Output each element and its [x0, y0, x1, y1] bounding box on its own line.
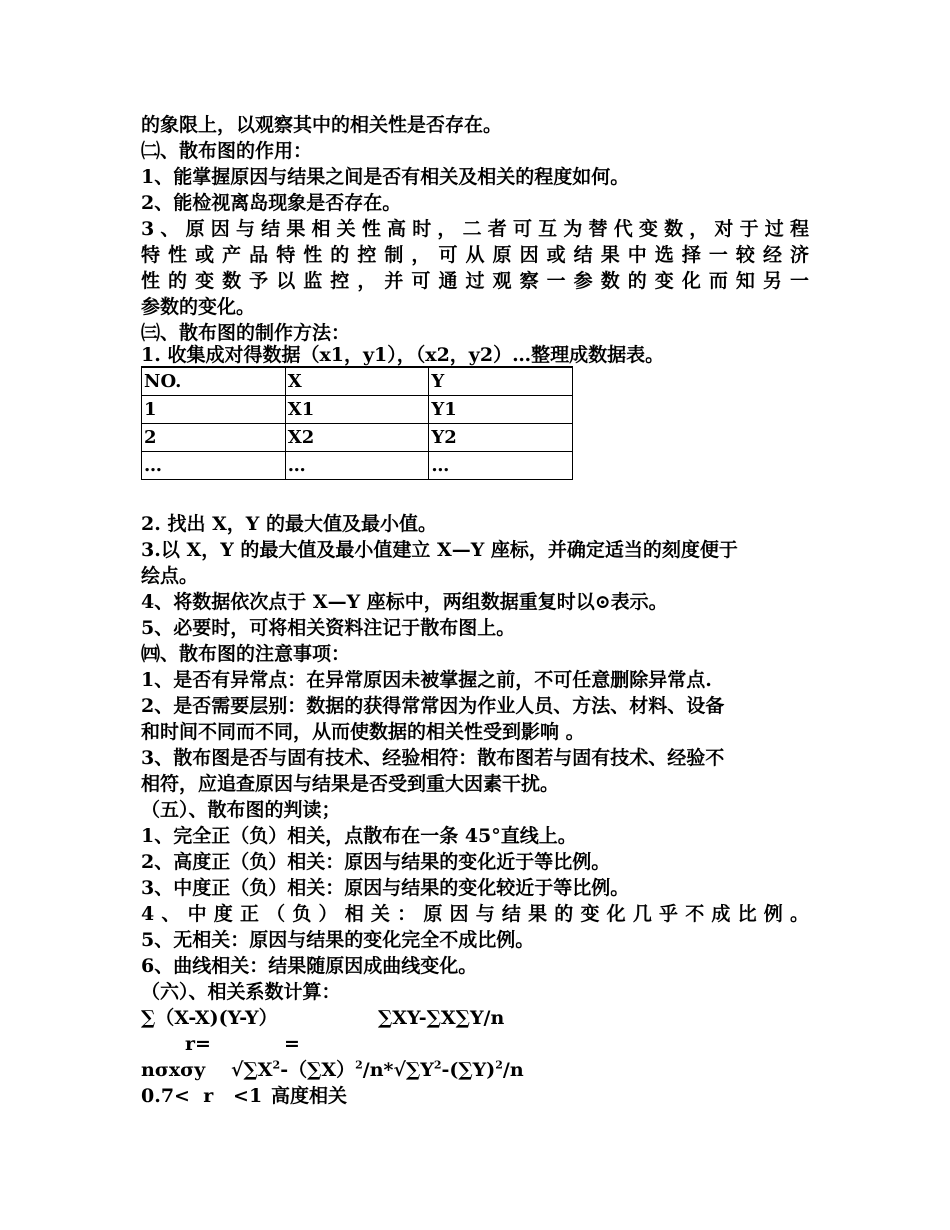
text-line: 绘点。: [141, 565, 199, 587]
table-cell: Y2: [429, 424, 573, 452]
text-line: 4、中度正（负）相关：原因与结果的变化几乎不成比例。: [141, 903, 809, 925]
table-cell: X2: [285, 424, 429, 452]
text-line: 3.以 X，Y 的最大值及最小值建立 X—Y 座标，并确定适当的刻度便于: [141, 539, 738, 561]
table-cell: NO.: [142, 367, 286, 396]
formula-denominator-left: nσxσy: [141, 1059, 206, 1081]
superscript: 2: [355, 1058, 363, 1072]
formula-numerator-right: ∑XY-∑X∑Y/n: [378, 1007, 505, 1029]
text-line: 2、能检视离岛现象是否存在。: [141, 192, 402, 214]
table-cell: 1: [142, 396, 286, 424]
formula-numerator-left: ∑（X-X)(Y-Y）: [141, 1007, 278, 1029]
table-cell: Y1: [429, 396, 573, 424]
text-line: 和时间不同而不同，从而使数据的相关性受到影响 。: [141, 721, 585, 743]
section-heading-6: （六）、相关系数计算：: [141, 981, 341, 1003]
section-heading-4: ㈣、散布图的注意事项：: [141, 643, 351, 665]
denom-part: √∑X: [231, 1059, 273, 1081]
text-line: 6、曲线相关：结果随原因成曲线变化。: [141, 955, 478, 977]
text-line: 3、中度正（负）相关：原因与结果的变化较近于等比例。: [141, 877, 630, 899]
text-line: 特性或产品特性的控制，可从原因或结果中选择一较经济: [141, 244, 809, 266]
table-header-row: [142, 367, 573, 396]
table-row: [142, 452, 573, 480]
text-line: 5、必要时，可将相关资料注记于散布图上。: [141, 617, 516, 639]
text-line: 3、散布图是否与固有技术、经验相符：散布图若与固有技术、经验不: [141, 747, 725, 769]
table-row: [142, 396, 573, 424]
table-cell: …: [285, 452, 429, 480]
table-cell: 2: [142, 424, 286, 452]
section-heading-2: ㈡、散布图的作用：: [141, 140, 313, 162]
text-line: 1、完全正（负）相关，点散布在一条 45°直线上。: [141, 825, 577, 847]
text-line: 1. 收集成对得数据（x1，y1），（x2，y2）…整理成数据表。: [141, 344, 665, 366]
text-line: 相符，应追查原因与结果是否受到重大因素干扰。: [141, 773, 560, 795]
text-line: 2、高度正（负）相关：原因与结果的变化近于等比例。: [141, 851, 611, 873]
formula-equals: =: [284, 1033, 300, 1055]
denom-part: -（∑X）: [280, 1059, 356, 1081]
superscript: 2: [433, 1058, 442, 1072]
text-line: 2、是否需要层别：数据的获得常常因为作业人员、方法、材料、设备: [141, 695, 725, 717]
table-cell: Y: [429, 367, 573, 396]
text-line: 3、原因与结果相关性高时，二者可互为替代变数，对于过程: [141, 218, 809, 240]
formula-range: 0.7< r <1: [141, 1085, 263, 1107]
text-line: 4、将数据依次点于 X—Y 座标中，两组数据重复时以⊙表示。: [141, 591, 668, 613]
denom-part: -(∑Y): [441, 1059, 496, 1081]
text-line: 1、能掌握原因与结果之间是否有相关及相关的程度如何。: [141, 166, 630, 188]
table-cell: X: [285, 367, 429, 396]
text-line: 5、无相关：原因与结果的变化完全不成比例。: [141, 929, 535, 951]
formula-range-label: 高度相关: [271, 1085, 348, 1107]
table-cell: X1: [285, 396, 429, 424]
text-line: 性的变数予以监控，并可通过观察一参数的变化而知另一: [141, 270, 809, 292]
table-cell: …: [142, 452, 286, 480]
section-heading-3: ㈢、散布图的制作方法：: [141, 322, 351, 344]
formula-denominator-right: [231, 1057, 524, 1083]
text-line: 2. 找出 X，Y 的最大值及最小值。: [141, 513, 437, 535]
formula-r-label: r=: [185, 1033, 211, 1055]
superscript: 2: [495, 1058, 503, 1072]
text-line: 1、是否有异常点：在异常原因未被掌握之前，不可任意删除异常点.: [141, 669, 712, 691]
text-line: 的象限上，以观察其中的相关性是否存在。: [141, 114, 503, 136]
data-table: [141, 366, 573, 480]
denom-part: /n: [502, 1059, 524, 1081]
section-heading-5: （五）、散布图的判读；: [141, 799, 341, 821]
table-row: [142, 424, 573, 452]
superscript: 2: [272, 1058, 281, 1072]
text-line: 参数的变化。: [141, 296, 256, 318]
denom-part: /n*√∑Y: [362, 1059, 434, 1081]
table-cell: …: [429, 452, 573, 480]
